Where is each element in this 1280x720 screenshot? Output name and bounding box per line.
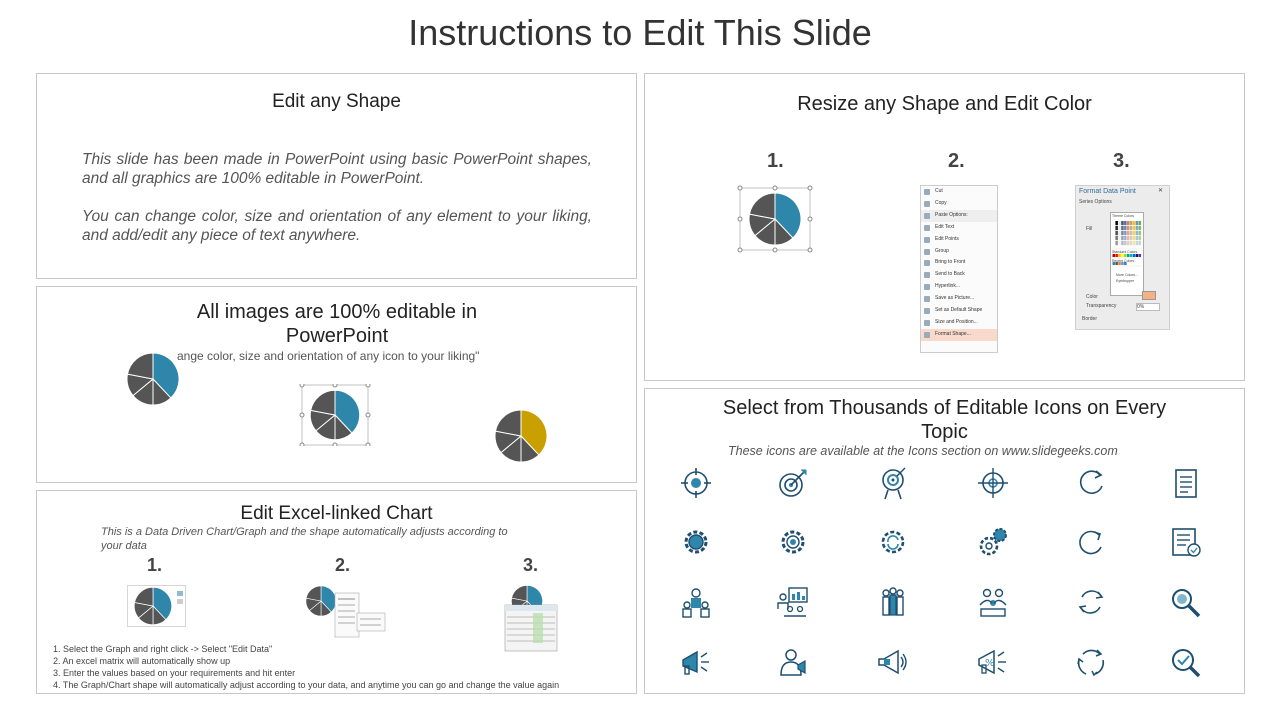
format-panel-transparency: Transparency [1086,303,1117,309]
color-swatch [1139,221,1142,225]
context-menu-item: Cut [921,186,997,198]
standard-color-swatch [1127,254,1130,257]
color-swatch [1121,231,1124,235]
excel-step-4: 4. The Graph/Chart shape will automatically adjust according to your data, and anytime you can go and change the value again [53,680,560,690]
color-swatch [1139,236,1142,240]
images-heading-line1: All images are 100% editable in [196,301,478,323]
color-dropdown-button [1142,291,1156,300]
icons-panel [644,388,1245,694]
excel-heading: Edit Excel-linked Chart [240,503,433,524]
color-swatch [1118,221,1121,225]
format-panel-fill: Fill [1086,226,1093,232]
format-panel-eyedropper: Eyedropper [1116,279,1135,283]
color-swatch [1124,226,1127,230]
format-panel-color: Color [1086,294,1098,300]
color-swatch [1136,241,1139,245]
color-swatch [1136,231,1139,235]
images-subtext: ange color, size and orientation of any icon to your liking" [177,349,480,363]
color-swatch [1115,221,1118,225]
format-panel-theme-colors: Theme Colors [1112,214,1134,218]
target-arrow-icon [776,466,810,500]
color-swatch [1121,241,1124,245]
context-menu-item: Bring to Front [921,257,997,269]
color-swatch [1115,231,1118,235]
excel-panel [36,490,637,694]
color-swatch [1115,241,1118,245]
context-menu-item: Set as Default Shape [921,305,997,317]
resize-pie-selected[interactable] [737,185,813,253]
color-swatch [1121,236,1124,240]
color-swatch [1133,226,1136,230]
menu-item-icon [924,237,930,243]
loudspeaker-icon [876,645,910,679]
svg-text:%: % [985,658,995,669]
color-picker-popup [1110,212,1144,296]
resize-number-2: 2. [948,150,965,172]
standard-color-swatch [1133,254,1136,257]
color-swatch [1139,231,1142,235]
team-meeting-icon [976,585,1010,619]
color-swatch [1121,221,1124,225]
gear-target-icon [776,525,810,559]
pie-slice [127,353,153,379]
format-panel-standard-colors: Standard Colors [1112,250,1138,254]
circular-arrow-icon [1074,525,1108,559]
color-swatch [1113,221,1116,225]
megaphone-icon [679,645,713,679]
context-menu-item: Group [921,246,997,258]
resize-number-3: 3. [1113,150,1130,172]
menu-item-icon [924,272,930,278]
menu-item-icon [924,284,930,290]
color-swatch [1113,241,1116,245]
gear-refresh-icon [876,525,910,559]
images-heading-line2: PowerPoint [285,325,389,347]
checklist-doc-icon [1168,466,1202,500]
color-swatch [1113,231,1116,235]
excel-chart-thumb-1[interactable] [127,585,187,627]
color-swatch [1118,236,1121,240]
color-swatch [1127,236,1130,240]
context-menu-item: Save as Picture... [921,293,997,305]
color-swatch [1118,226,1121,230]
color-swatch [1124,221,1127,225]
magnifier-icon [1168,585,1202,619]
standard-color-swatch [1113,254,1116,257]
color-swatch [1133,241,1136,245]
color-swatch [1124,241,1127,245]
color-swatch [1130,231,1133,235]
excel-subtext-line2: your data [101,540,147,552]
excel-steps-list [53,643,559,691]
color-swatch [1118,241,1121,245]
menu-item-icon [924,249,930,255]
context-menu-item: Format Shape... [921,329,997,341]
standard-color-swatch [1118,254,1121,257]
color-swatch [1124,231,1127,235]
edit-shape-heading: Edit any Shape [272,91,401,112]
standard-color-swatch [1136,254,1139,257]
menu-item-icon [924,213,930,219]
color-swatch [1121,226,1124,230]
magnifier-check-icon [1168,645,1202,679]
standard-color-swatch [1115,254,1118,257]
menu-item-icon [924,308,930,314]
icons-heading-line1: Select from Thousands of Editable Icons on Every [722,397,1167,419]
excel-step-number-3: 3. [523,555,539,575]
color-swatch [1133,231,1136,235]
color-swatch [1133,221,1136,225]
menu-item-icon [924,189,930,195]
target-crosshair-icon [679,466,713,500]
pie-slice [311,390,335,415]
color-swatch [1113,226,1116,230]
format-panel-close-icon: ✕ [1157,188,1163,194]
color-swatch [1127,221,1130,225]
pie-shape-1[interactable] [125,351,181,407]
excel-step-2: 2. An excel matrix will automatically show up [53,656,231,666]
pie-shape-gold[interactable] [493,408,549,464]
slide-title: Instructions to Edit This Slide [408,12,872,53]
gears-icon [976,525,1010,559]
format-panel-title: Format Data Point [1079,188,1136,195]
group-people-icon [876,585,910,619]
standard-color-swatch [1139,254,1142,257]
format-panel-screenshot [1075,185,1170,330]
megaphone-percent-icon [976,645,1010,679]
context-menu-item: Send to Back [921,269,997,281]
excel-chart-thumb-2[interactable] [303,585,389,645]
checklist-clipboard-icon [1168,525,1202,559]
standard-color-swatch [1124,254,1127,257]
menu-item-icon [924,225,930,231]
excel-step-3: 3. Enter the values based on your requirements and hit enter [53,668,296,678]
menu-item-icon [924,296,930,302]
presentation-board-icon [776,585,810,619]
crosshair-icon [976,466,1010,500]
color-swatch [1136,226,1139,230]
color-swatch [1136,236,1139,240]
target-stand-icon [876,466,910,500]
pie-slice [749,193,775,219]
cycle-arrows-icon [1074,585,1108,619]
format-panel-series-options: Series Options [1079,199,1112,205]
color-swatch [1115,236,1118,240]
format-panel-recent-colors: Recent Colors [1112,259,1135,263]
edit-shape-panel [36,73,637,279]
icons-heading-line2: Topic [921,421,968,443]
menu-item-icon [924,260,930,266]
pie-shape-selected[interactable] [299,384,371,446]
menu-item-icon [924,332,930,338]
color-swatch [1136,221,1139,225]
recycle-arrows-icon [1074,645,1108,679]
color-swatch [1130,221,1133,225]
menu-item-icon [924,201,930,207]
format-panel-transparency-value: 0% [1136,303,1160,311]
gear-icon [679,525,713,559]
color-swatch [1139,226,1142,230]
user-speaking-icon [776,645,810,679]
standard-color-swatch [1130,254,1133,257]
color-swatch [1127,231,1130,235]
excel-step-number-1: 1. [147,555,163,575]
context-menu-screenshot [920,185,998,353]
excel-subtext-line1: This is a Data Driven Chart/Graph and the shape automatically adjusts according to [101,526,508,538]
pie-slice [495,410,521,436]
color-swatch [1118,231,1121,235]
context-menu-item: Copy [921,198,997,210]
color-swatch [1130,241,1133,245]
excel-step-1: 1. Select the Graph and right click -> Select "Edit Data" [53,644,273,654]
images-panel [36,286,637,483]
pie-slice [512,585,527,601]
context-menu-item: Paste Options: [921,210,997,222]
refresh-arc-icon [1074,466,1108,500]
context-menu-item: Edit Points [921,234,997,246]
edit-shape-para1: This slide has been made in PowerPoint using basic PowerPoint shapes, and all graphics are 100% editable in PowerPoint. [82,151,592,187]
team-presenter-icon [679,585,713,619]
resize-panel [644,73,1245,381]
color-swatch [1124,236,1127,240]
context-menu-item: Hyperlink... [921,281,997,293]
icons-subtext: These icons are available at the Icons section on www.slidegeeks.com [728,444,1118,458]
menu-item-icon [924,320,930,326]
context-menu-item: Size and Position... [921,317,997,329]
excel-step-number-2: 2. [335,555,351,575]
color-swatch [1133,236,1136,240]
standard-color-swatch [1121,254,1124,257]
edit-shape-para2: You can change color, size and orientation of any element to your liking, and add/edit any piece of text anywhere. [82,208,592,244]
color-swatch [1130,236,1133,240]
color-swatch [1127,226,1130,230]
color-swatch [1127,241,1130,245]
format-panel-more-colors: More Colors... [1116,273,1138,277]
color-swatch [1113,236,1116,240]
color-swatch [1130,226,1133,230]
resize-number-1: 1. [767,150,784,172]
pie-slice [306,586,321,601]
format-panel-border: Border [1082,316,1098,322]
color-swatch [1139,241,1142,245]
color-swatch [1115,226,1118,230]
resize-heading: Resize any Shape and Edit Color [797,93,1092,115]
context-menu-item: Edit Text [921,222,997,234]
